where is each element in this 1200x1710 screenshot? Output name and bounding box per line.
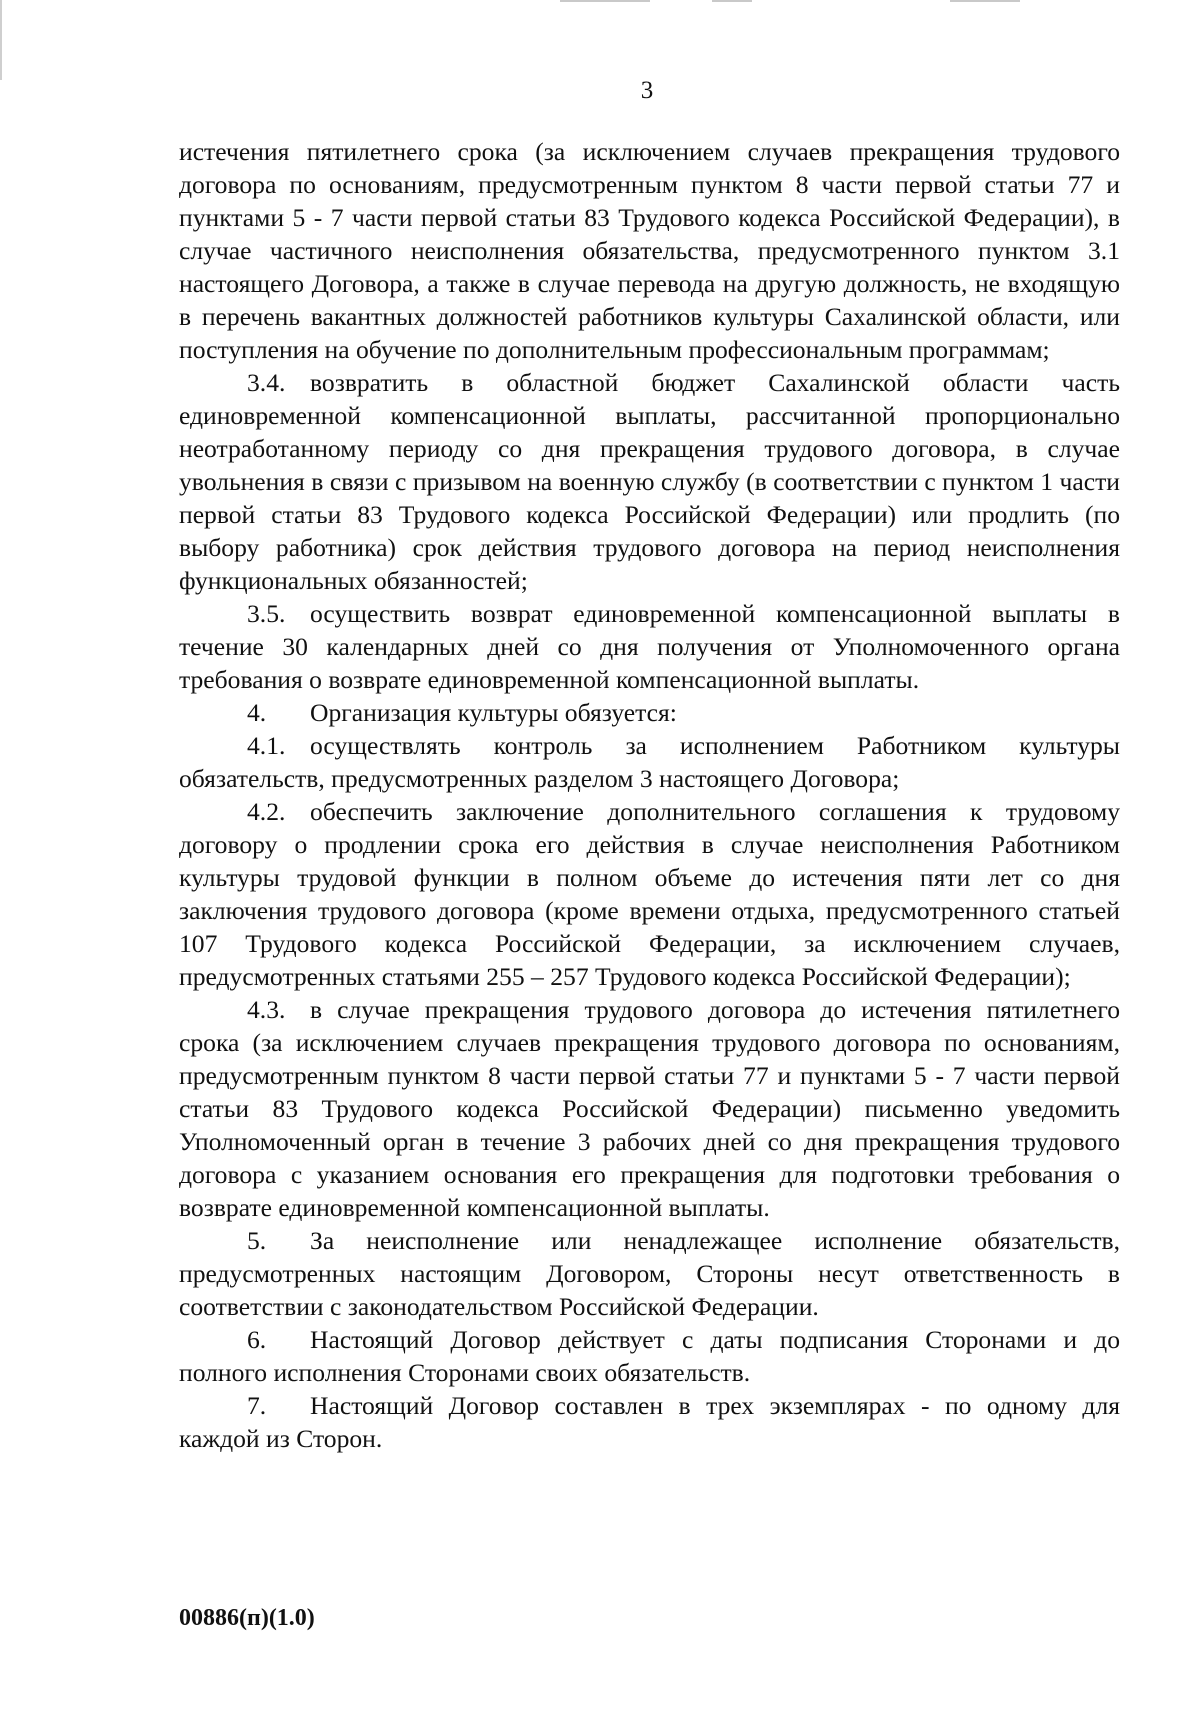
scan-top-mark xyxy=(712,0,752,2)
clause-text: осуществлять контроль за исполнением Работником культуры обязательств, предусмотренных разделом 3 настоящего Договора; xyxy=(179,731,1120,793)
paragraph xyxy=(179,696,1120,729)
paragraph xyxy=(179,597,1120,696)
document-code: 00886(п)(1.0) xyxy=(179,1605,315,1631)
paragraph xyxy=(179,795,1120,993)
scan-top-mark xyxy=(560,0,650,2)
clause-text: в случае прекращения трудового договора до истечения пятилетнего срока (за исключением случаев прекращения трудового договора по основаниям, предусмотренным пунктом 8 части первой статьи 77 и пунктами 5 - 7 части первой статьи 83 Трудового кодекса Российской Федерации) письменно уведомить Уполномоченный орган в течение 3 рабочих дней со дня прекращения трудового договора с указанием основания его прекращения для подготовки требования о возврате единовременной компенсационной выплаты. xyxy=(179,995,1120,1222)
clause-text: Настоящий Договор действует с даты подписания Сторонами и до полного исполнения Сторонами своих обязательств. xyxy=(179,1325,1120,1387)
clause-text: обеспечить заключение дополнительного соглашения к трудовому договору о продлении срока его действия в случае неисполнения Работником культуры трудовой функции в полном объеме до истечения пяти лет со дня заключения трудового договора (кроме времени отдыха, предусмотренного статьей 107 Трудового кодекса Российской Федерации, за исключением случаев, предусмотренных статьями 255 – 257 Трудового кодекса Российской Федерации); xyxy=(179,797,1120,991)
paragraph xyxy=(179,135,1120,366)
clause-text: истечения пятилетнего срока (за исключением случаев прекращения трудового договора по основаниям, предусмотренным пунктом 8 части первой статьи 77 и пунктами 5 - 7 части первой статьи 83 Трудового кодекса Российской Федерации), в случае частичного неисполнения обязательства, предусмотренного пунктом 3.1 настоящего Договора, а также в случае перевода на другую должность, не входящую в перечень вакантных должностей работников культуры Сахалинской области, или поступления на обучение по дополнительным профессиональным программам; xyxy=(179,137,1120,364)
document-body xyxy=(179,135,1120,1455)
clause-number: 3.4. xyxy=(247,368,286,397)
paragraph xyxy=(179,993,1120,1224)
paragraph xyxy=(179,1323,1120,1389)
clause-number: 4.2. xyxy=(247,797,286,826)
paragraph xyxy=(179,1224,1120,1323)
clause-text: Настоящий Договор составлен в трех экземплярах - по одному для каждой из Сторон. xyxy=(179,1391,1120,1453)
clause-text: возвратить в областной бюджет Сахалинской области часть единовременной компенсационной выплаты, рассчитанной пропорционально неотработанному периоду со дня прекращения трудового договора, в случае увольнения в связи с призывом на военную службу (в соответствии с пунктом 1 части первой статьи 83 Трудового кодекса Российской Федерации) или продлить (по выбору работника) срок действия трудового договора на период неисполнения функциональных обязанностей; xyxy=(179,368,1120,595)
clause-number: 3.5. xyxy=(247,599,286,628)
paragraph xyxy=(179,729,1120,795)
scan-edge-mark xyxy=(0,0,2,80)
clause-number: 7. xyxy=(247,1391,267,1420)
scan-top-mark xyxy=(950,0,1020,2)
clause-number: 4.3. xyxy=(247,995,286,1024)
clause-text: Организация культуры обязуется: xyxy=(310,698,677,727)
clause-text: За неисполнение или ненадлежащее исполнение обязательств, предусмотренных настоящим Договором, Стороны несут ответственность в соответствии с законодательством Российской Федерации. xyxy=(179,1226,1120,1321)
page-number: 3 xyxy=(640,77,654,104)
clause-number: 5. xyxy=(247,1226,267,1255)
clause-number: 6. xyxy=(247,1325,267,1354)
clause-number: 4.1. xyxy=(247,731,286,760)
clause-number: 4. xyxy=(247,698,267,727)
clause-text: осуществить возврат единовременной компенсационной выплаты в течение 30 календарных дней со дня получения от Уполномоченного органа требования о возврате единовременной компенсационной выплаты. xyxy=(179,599,1120,694)
paragraph xyxy=(179,1389,1120,1455)
paragraph xyxy=(179,366,1120,597)
